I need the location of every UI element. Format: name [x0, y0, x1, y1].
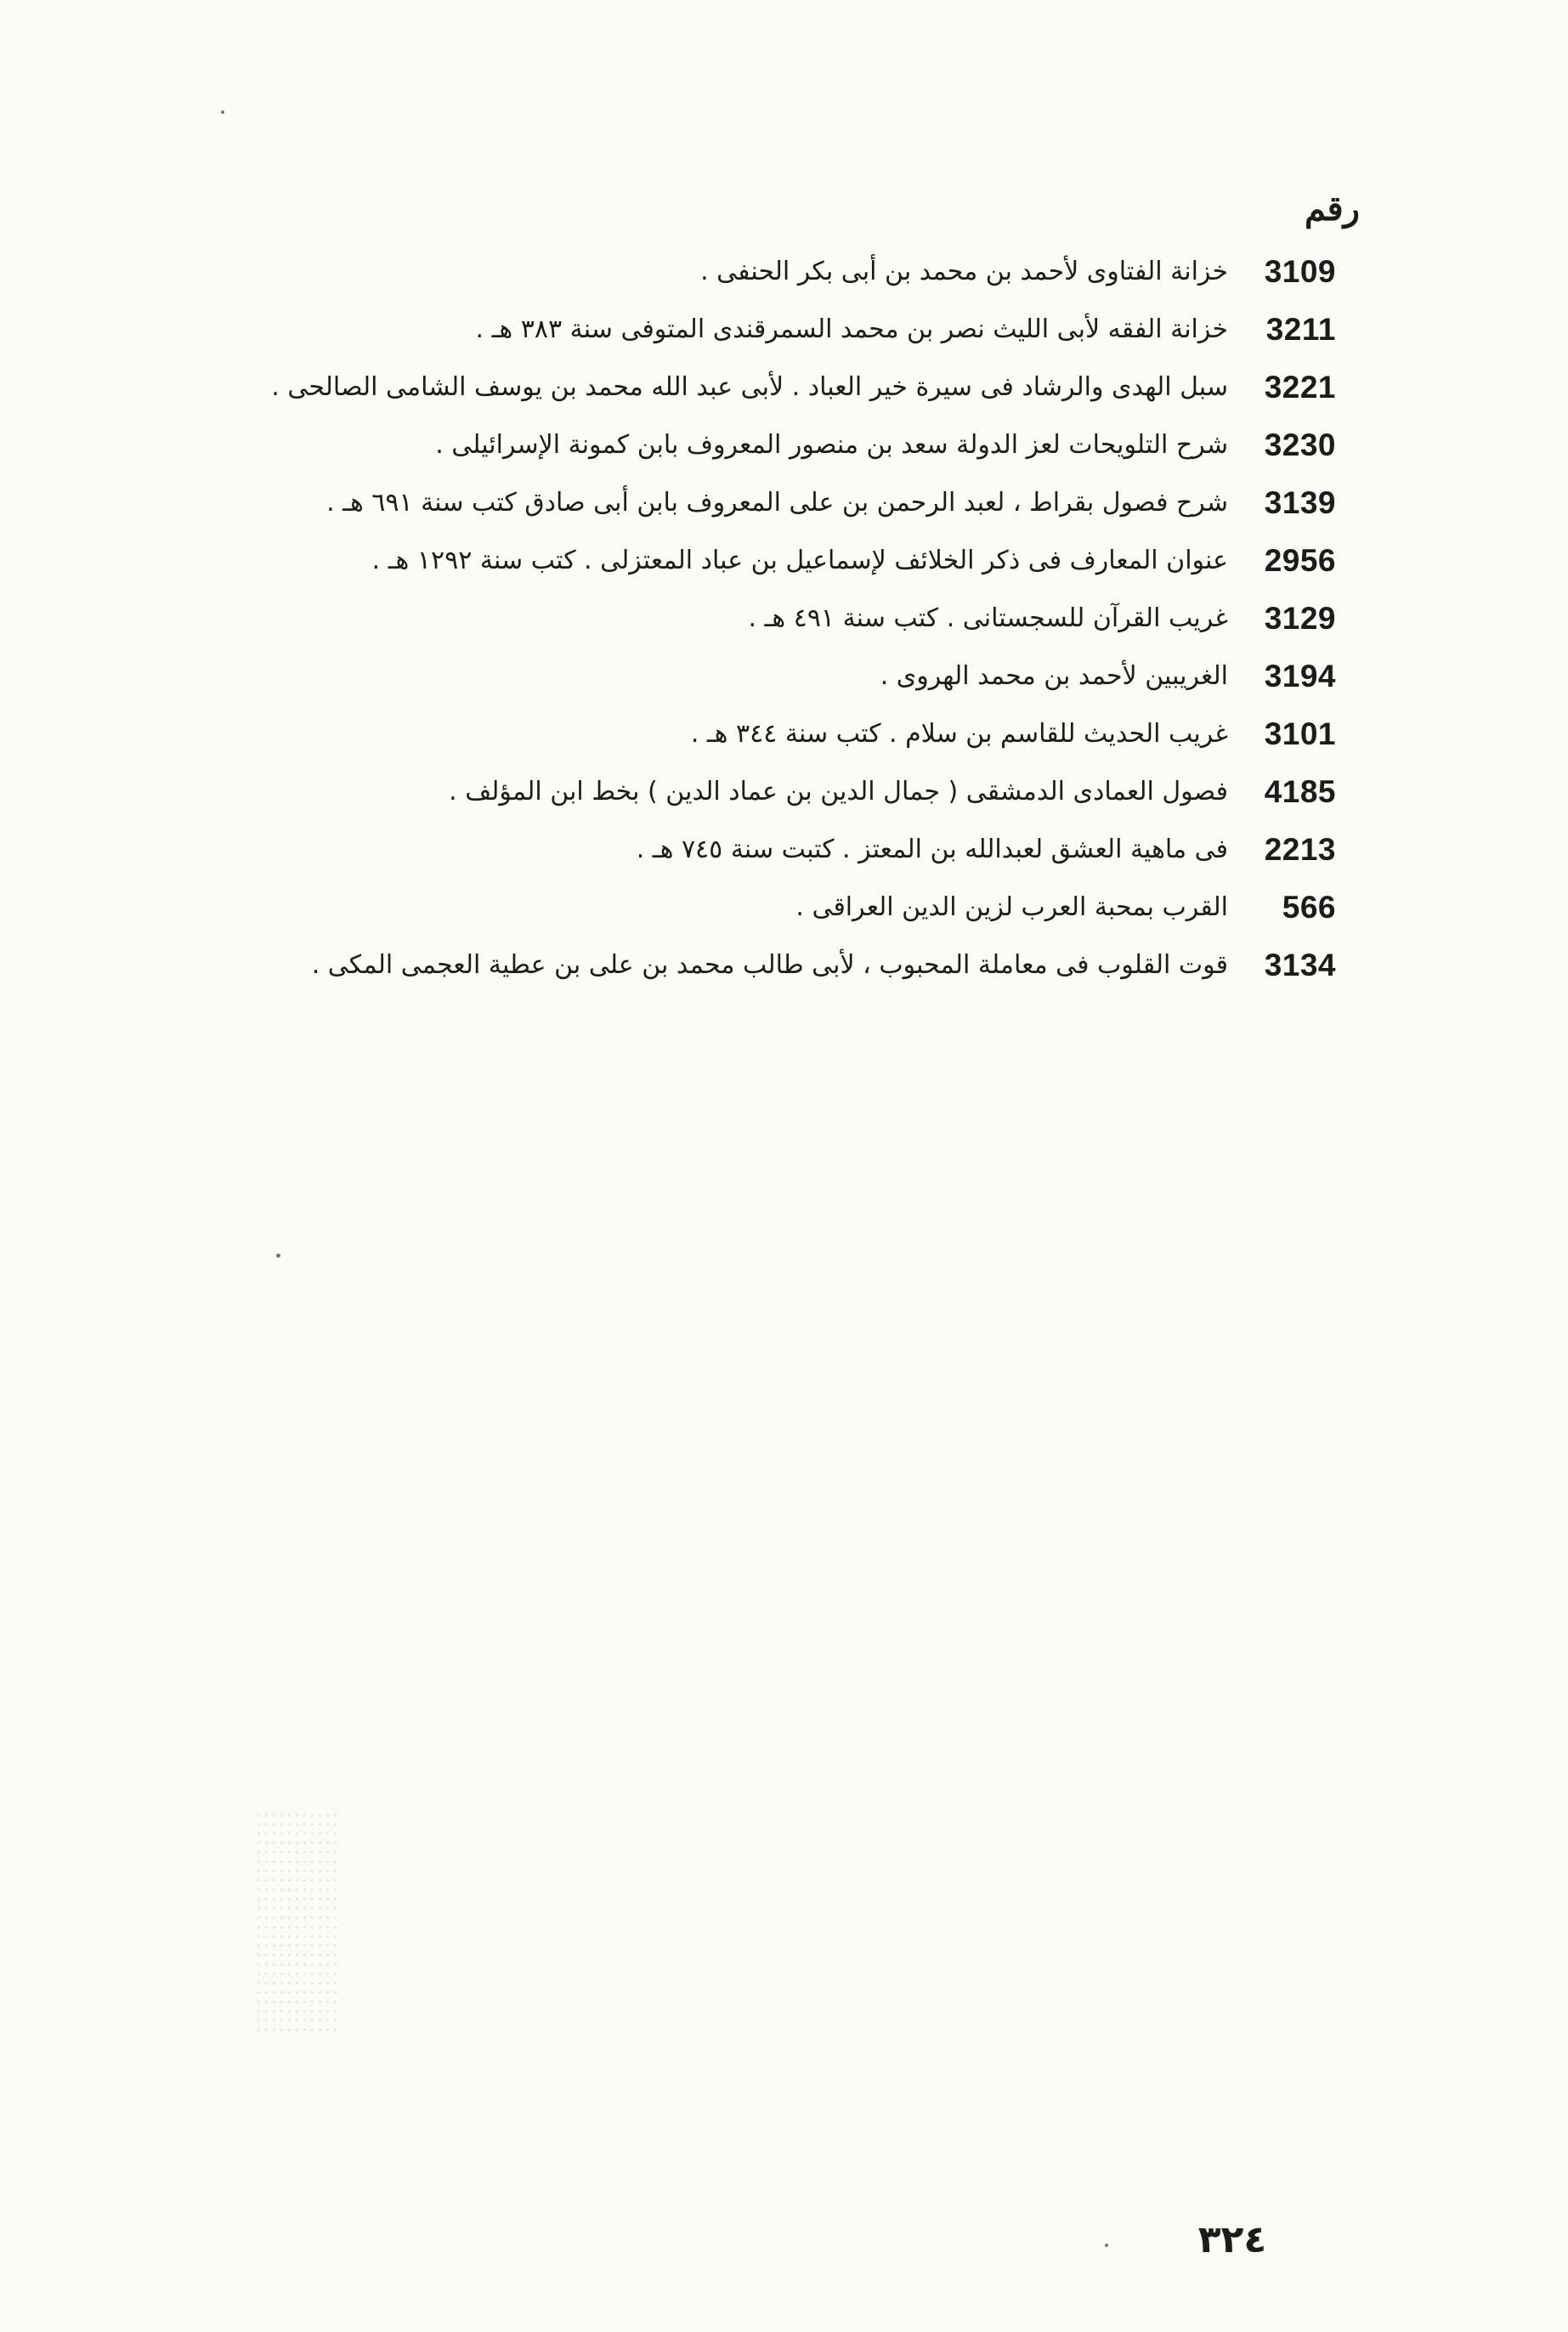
list-item [0, 824, 1568, 879]
entry-number: 3221 [1264, 370, 1336, 405]
list-item [0, 593, 1568, 648]
scan-speck [1105, 2244, 1108, 2247]
entry-text: قوت القلوب فى معاملة المحبوب ، لأبى طالب محمد بن على بن عطية العجمى المكى . [311, 950, 1228, 980]
entry-text: غريب القرآن للسجستانى . كتب سنة ٤٩١ هـ . [748, 603, 1228, 633]
entry-text: فى ماهية العشق لعبدالله بن المعتز . كتبت سنة ٧٤٥ هـ . [636, 835, 1228, 864]
list-item [0, 420, 1568, 474]
entry-text: سبل الهدى والرشاد فى سيرة خير العباد . لأبى عبد الله محمد بن يوسف الشامى الصالحى . [271, 372, 1228, 402]
entry-number: 3139 [1264, 485, 1336, 520]
entry-text: غريب الحديث للقاسم بن سلام . كتب سنة ٣٤٤ هـ . [690, 719, 1228, 749]
entry-number: 2956 [1264, 543, 1336, 578]
scan-speck [276, 1254, 280, 1258]
entry-number: 3129 [1264, 601, 1336, 636]
entry-number: 3109 [1264, 254, 1336, 289]
list-item [0, 246, 1568, 301]
entry-text: الغريبين لأحمد بن محمد الهروى . [880, 661, 1228, 691]
list-item [0, 882, 1568, 937]
list-item [0, 362, 1568, 416]
column-header-number: رقم [1304, 189, 1360, 229]
list-item [0, 767, 1568, 821]
entry-text: شرح التلويحات لعز الدولة سعد بن منصور المعروف بابن كمونة الإسرائيلى . [435, 430, 1228, 460]
entry-text: خزانة الفتاوى لأحمد بن محمد بن أبى بكر الحنفى . [700, 257, 1228, 286]
list-item [0, 709, 1568, 763]
entry-number: 2213 [1264, 832, 1336, 867]
list-item [0, 535, 1568, 590]
scan-noise [255, 1810, 340, 2031]
list-item [0, 651, 1568, 705]
scan-speck [221, 110, 224, 114]
entry-number: 4185 [1264, 774, 1336, 809]
entry-text: فصول العمادى الدمشقى ( جمال الدين بن عماد الدين ) بخط ابن المؤلف . [449, 777, 1228, 807]
entry-text: خزانة الفقه لأبى الليث نصر بن محمد السمرقندى المتوفى سنة ٣٨٣ هـ . [475, 314, 1228, 344]
entry-text: عنوان المعارف فى ذكر الخلائف لإسماعيل بن عباد المعتزلى . كتب سنة ١٢٩٢ هـ . [371, 546, 1228, 575]
entry-text: القرب بمحبة العرب لزين الدين العراقى . [795, 892, 1228, 922]
entry-number: 3230 [1264, 427, 1336, 462]
list-item [0, 478, 1568, 532]
list-item [0, 940, 1568, 994]
entry-number: 566 [1282, 890, 1336, 925]
entry-number: 3101 [1264, 716, 1336, 751]
entry-number: 3194 [1264, 659, 1336, 693]
list-item [0, 304, 1568, 359]
entry-number: 3211 [1265, 312, 1336, 347]
entry-number: 3134 [1264, 948, 1336, 982]
entry-text: شرح فصول بقراط ، لعبد الرحمن بن على المعروف بابن أبى صادق كتب سنة ٦٩١ هـ . [326, 488, 1228, 518]
page-number: ٣٢٤ [1197, 2218, 1267, 2261]
